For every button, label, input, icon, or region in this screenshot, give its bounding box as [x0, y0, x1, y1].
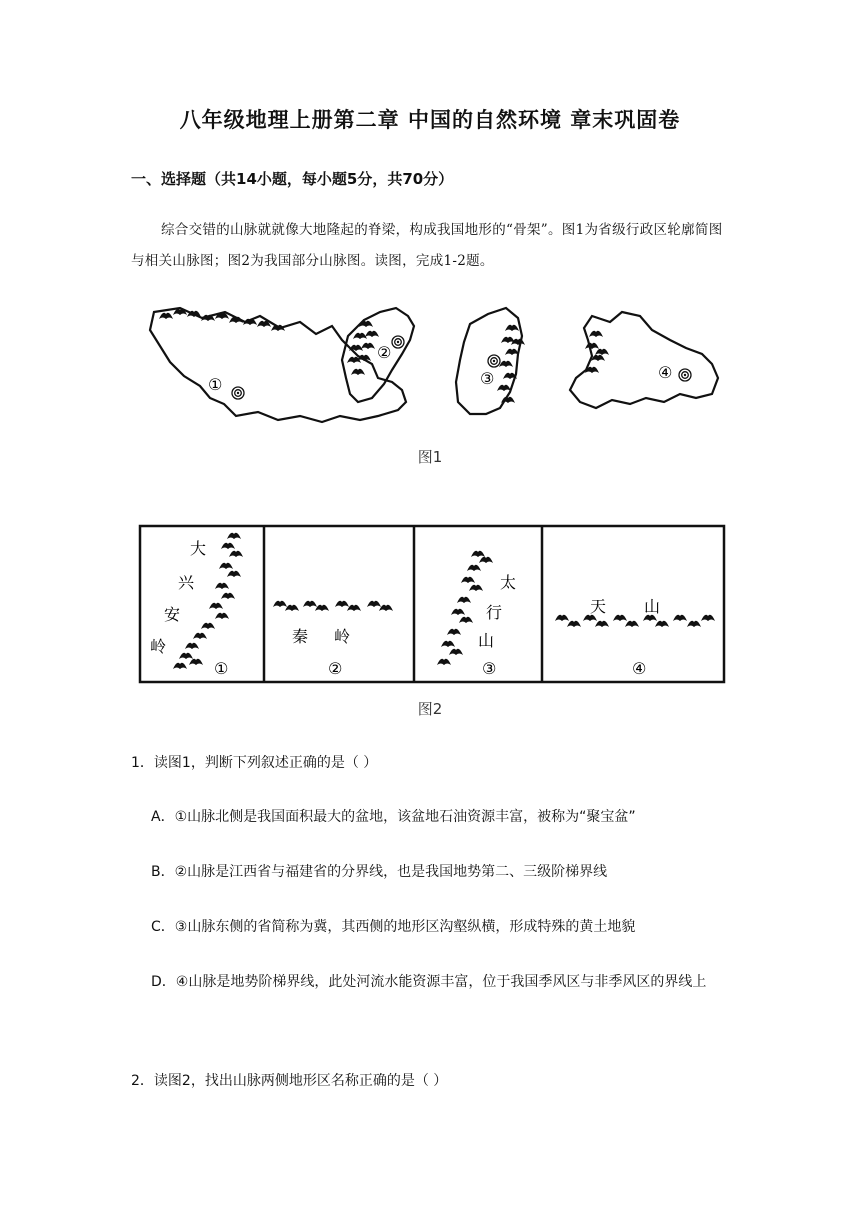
figure-2-caption: 图2	[417, 700, 443, 718]
capital-dot-4	[679, 369, 691, 381]
question-1-option-c: C．③山脉东侧的省简称为冀，其西侧的地形区沟壑纵横，形成特殊的黄土地貌	[151, 919, 636, 935]
panel-2-char-1: 秦	[292, 627, 309, 646]
question-2-stem: 2．读图2，找出山脉两侧地形区名称正确的是（ ）	[131, 1073, 448, 1089]
panel-4-char-1: 天	[590, 597, 607, 616]
figure-2-panels	[138, 524, 726, 686]
panel-1-char-4: 岭	[150, 637, 167, 656]
section-heading: 一、选择题（共14小题，每小题5分，共70分）	[131, 170, 454, 188]
panel-4-range	[555, 615, 715, 627]
panel-1-char-2: 兴	[178, 573, 195, 592]
figure-1-map	[140, 298, 730, 432]
marker-2: ②	[377, 343, 392, 362]
panel-3-char-3: 山	[478, 631, 495, 650]
figure-1-caption: 图1	[417, 448, 443, 466]
panel-1-char-1: 大	[190, 539, 207, 558]
intro-paragraph: 综合交错的山脉就就像大地隆起的脊梁，构成我国地形的“骨架”。图1为省级行政区轮廓简图与相关山脉图；图2为我国部分山脉图。读图，完成1-2题。	[131, 222, 723, 269]
panel-1-char-3: 安	[164, 605, 181, 624]
question-1-option-b: B．②山脉是江西省与福建省的分界线，也是我国地势第二、三级阶梯界线	[151, 864, 608, 880]
panel-3-char-1: 太	[500, 573, 517, 592]
capital-dot-2	[392, 336, 404, 348]
marker-3: ③	[480, 369, 495, 388]
capital-dot-3	[488, 355, 500, 367]
panel-2-range	[273, 601, 393, 611]
capital-dot-1	[232, 387, 244, 399]
question-1-stem: 1．读图1，判断下列叙述正确的是（ ）	[131, 755, 378, 771]
document-title: 八年级地理上册第二章 中国的自然环境 章末巩固卷	[179, 107, 681, 132]
marker-1: ①	[208, 375, 223, 394]
panel-1-range	[173, 533, 243, 669]
panel-1-number: ①	[214, 659, 229, 678]
panel-2-char-2: 岭	[334, 627, 351, 646]
panel-3-number: ③	[482, 659, 497, 678]
marker-4: ④	[658, 363, 673, 382]
panel-4-number: ④	[632, 659, 647, 678]
question-1-option-a: A．①山脉北侧是我国面积最大的盆地，该盆地石油资源丰富，被称为“聚宝盆”	[151, 809, 636, 825]
panel-2-number: ②	[328, 659, 343, 678]
question-1-option-d: D．④山脉是地势阶梯界线，此处河流水能资源丰富，位于我国季风区与非季风区的界线上	[151, 974, 707, 990]
panel-3-char-2: 行	[486, 603, 503, 622]
panel-4-char-2: 山	[644, 597, 661, 616]
